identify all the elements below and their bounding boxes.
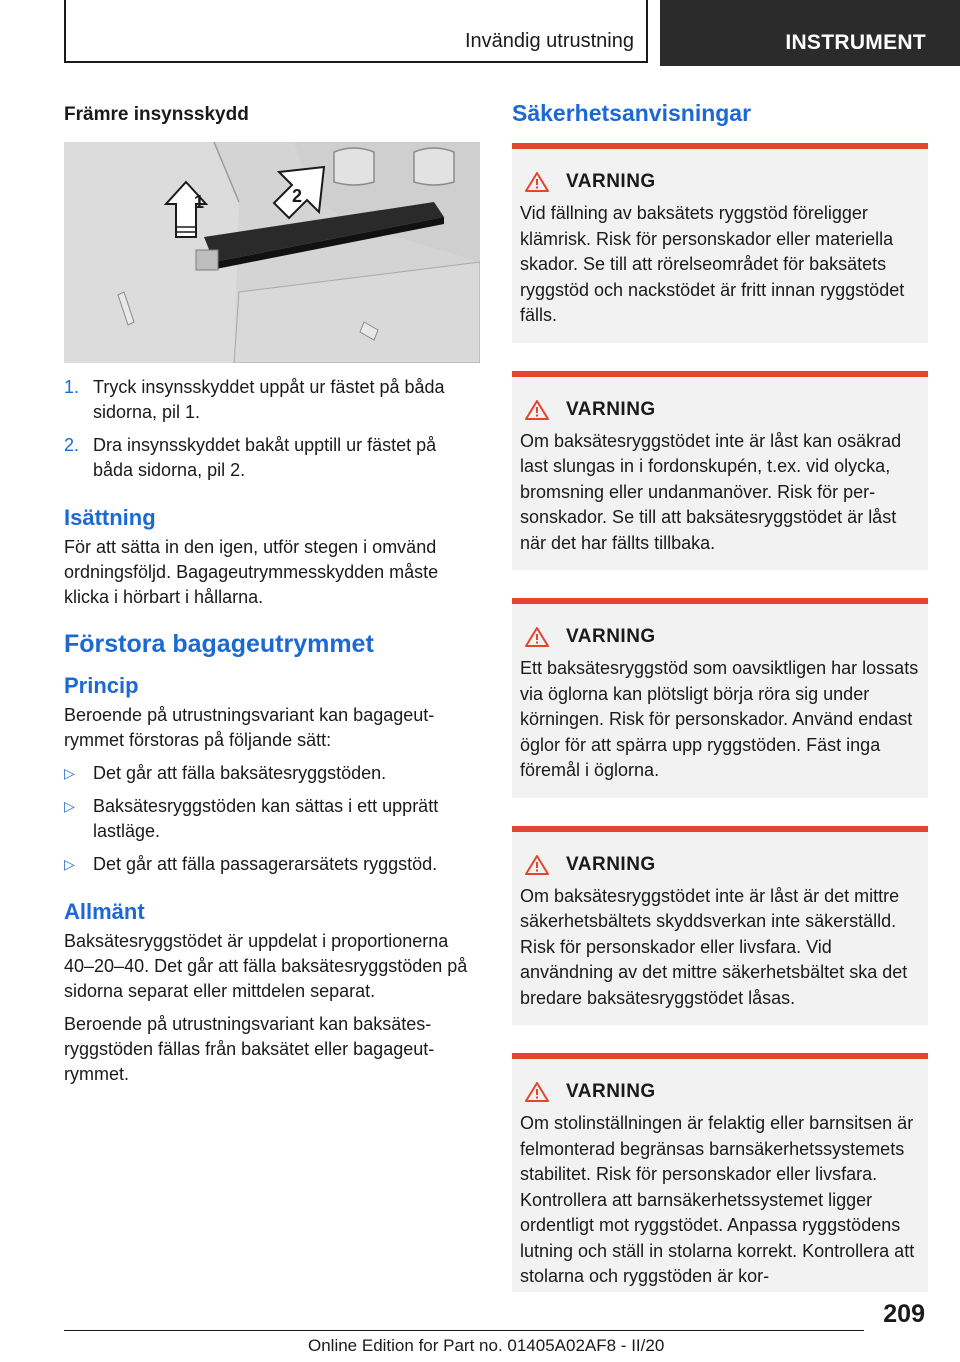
bullet-text: Det går att fälla baksätesryggstöden. <box>93 763 387 783</box>
warning-box <box>512 598 928 798</box>
step-number: 1. <box>64 377 80 397</box>
insertion-text: För att sätta in den igen, utför stegen i omvänd ordningsföljd. Bagageutrymmesskydden måste klicka i hörbart i hållarna. <box>64 537 439 607</box>
warning-label: VARNING <box>566 171 656 192</box>
triangle-bullet-icon: ▷ <box>64 765 75 781</box>
triangle-bullet-icon: ▷ <box>64 798 75 814</box>
step-text: Tryck insynsskyddet uppåt ur fästet på båda sidorna, pil 1. <box>93 377 445 422</box>
warning-label: VARNING <box>566 626 656 647</box>
steps-list <box>64 375 480 483</box>
warning-triangle-icon <box>524 854 550 876</box>
callout-2: 2 <box>292 186 303 206</box>
footer-divider <box>64 1330 864 1331</box>
warning-text: Om baksätesryggstödet inte är låst kan osäkrad last slungas in i fordonskupén, t.ex. vid olycka, bromsning eller undanmanöver. Risk för personskador. Se till att baksätesryggstödet är låst när det har fällts tillbaka. <box>520 430 902 553</box>
bullet-text: Det går att fälla passagerarsätets ryggstöd. <box>93 854 438 874</box>
safety-heading: Säkerhetsanvisningar <box>512 100 752 126</box>
heading-principle: Princip <box>64 673 139 698</box>
warning-box <box>512 371 928 571</box>
callout-1: 1 <box>194 192 205 212</box>
bullet-text: Baksätesryggstöden kan sättas i ett upprätt lastläge. <box>93 796 439 841</box>
subheading-front-cover: Främre insynsskydd <box>64 104 249 125</box>
warning-text: Ett baksätesryggstöd som oavsiktligen har lossats via öglorna kan plötsligt börja röra sig under körningen. Risk för personskador. Använd endast öglor för att spärra upp ryggstöden. Fäst inga föremål i öglorna. <box>520 658 919 780</box>
general-text-2: Beroende på utrustningsvariant kan baksätesryggstöden fällas från baksätet eller bagageutrymmet. <box>64 1014 435 1084</box>
warning-label: VARNING <box>566 1081 656 1102</box>
warning-box <box>512 1053 928 1292</box>
step-number: 2. <box>64 435 80 455</box>
list-item <box>64 761 480 786</box>
section-title: Invändig utrustning <box>464 30 634 52</box>
list-item <box>64 794 480 844</box>
list-item <box>64 852 480 877</box>
step-text: Dra insynsskyddet bakåt upptill ur fästet på båda sidorna, pil 2. <box>93 435 437 480</box>
footer-edition: Online Edition for Part no. 01405A02AF8 - II/20 <box>308 1336 665 1355</box>
list-item <box>64 433 480 483</box>
warning-text: Om stolinställningen är felaktig eller barnsitsen är felmonterad begränsas barnsäkerhetssystemets stabilitet. Risk för personskador eller livsfara. Kontrollera att barnsäkerhetssystemet ligger ordentligt mot ryggstödet. Anpassa ryggstödens lutning och ställ in stolarna korrekt. Kontrollera att stolarna och ryggstöden är kor- <box>520 1113 915 1286</box>
right-column <box>512 100 928 1320</box>
heading-general: Allmänt <box>64 899 145 924</box>
warning-label: VARNING <box>566 398 656 420</box>
warning-box <box>512 826 928 1026</box>
warning-box <box>512 143 928 343</box>
bullet-list <box>64 761 480 877</box>
warning-text: Om baksätesryggstödet inte är låst är det mittre säkerhetsbältets skyddsverkan inte säkerställd. Risk för personskador eller livsfara. Vid användning av det mittre säkerhetsbältet ska det bredare baksätesryggstödet låsas. <box>520 885 908 1008</box>
heading-insertion: Isättning <box>64 505 156 530</box>
principle-text: Beroende på utrustningsvariant kan bagageutrymmet förstoras på följande sätt: <box>64 705 435 750</box>
chapter-tab: INSTRUMENT <box>660 0 960 66</box>
list-item <box>64 375 480 425</box>
warning-triangle-icon <box>524 399 550 421</box>
warning-triangle-icon <box>524 626 550 648</box>
warning-triangle-icon <box>524 171 550 193</box>
general-text-1: Baksätesryggstödet är uppdelat i proportionerna 40–20–40. Det går att fälla baksätesryggstöden på sidorna separat eller mittdelen separat. <box>64 931 468 1001</box>
page-number: 209 <box>883 1300 925 1328</box>
figure-cover-illustration <box>64 142 480 363</box>
left-column <box>64 104 480 1095</box>
triangle-bullet-icon: ▷ <box>64 856 75 872</box>
warning-text: Vid fällning av baksätets ryggstöd föreligger klämrisk. Risk för personskador eller materiella skador. Se till att rörelseområdet för baksätets ryggstöd och nackstödet är fritt innan ryggstödet fälls. <box>520 203 905 325</box>
heading-enlarge-luggage: Förstora bagageutrymmet <box>64 630 374 658</box>
warning-label: VARNING <box>566 853 656 875</box>
warning-triangle-icon <box>524 1081 550 1103</box>
